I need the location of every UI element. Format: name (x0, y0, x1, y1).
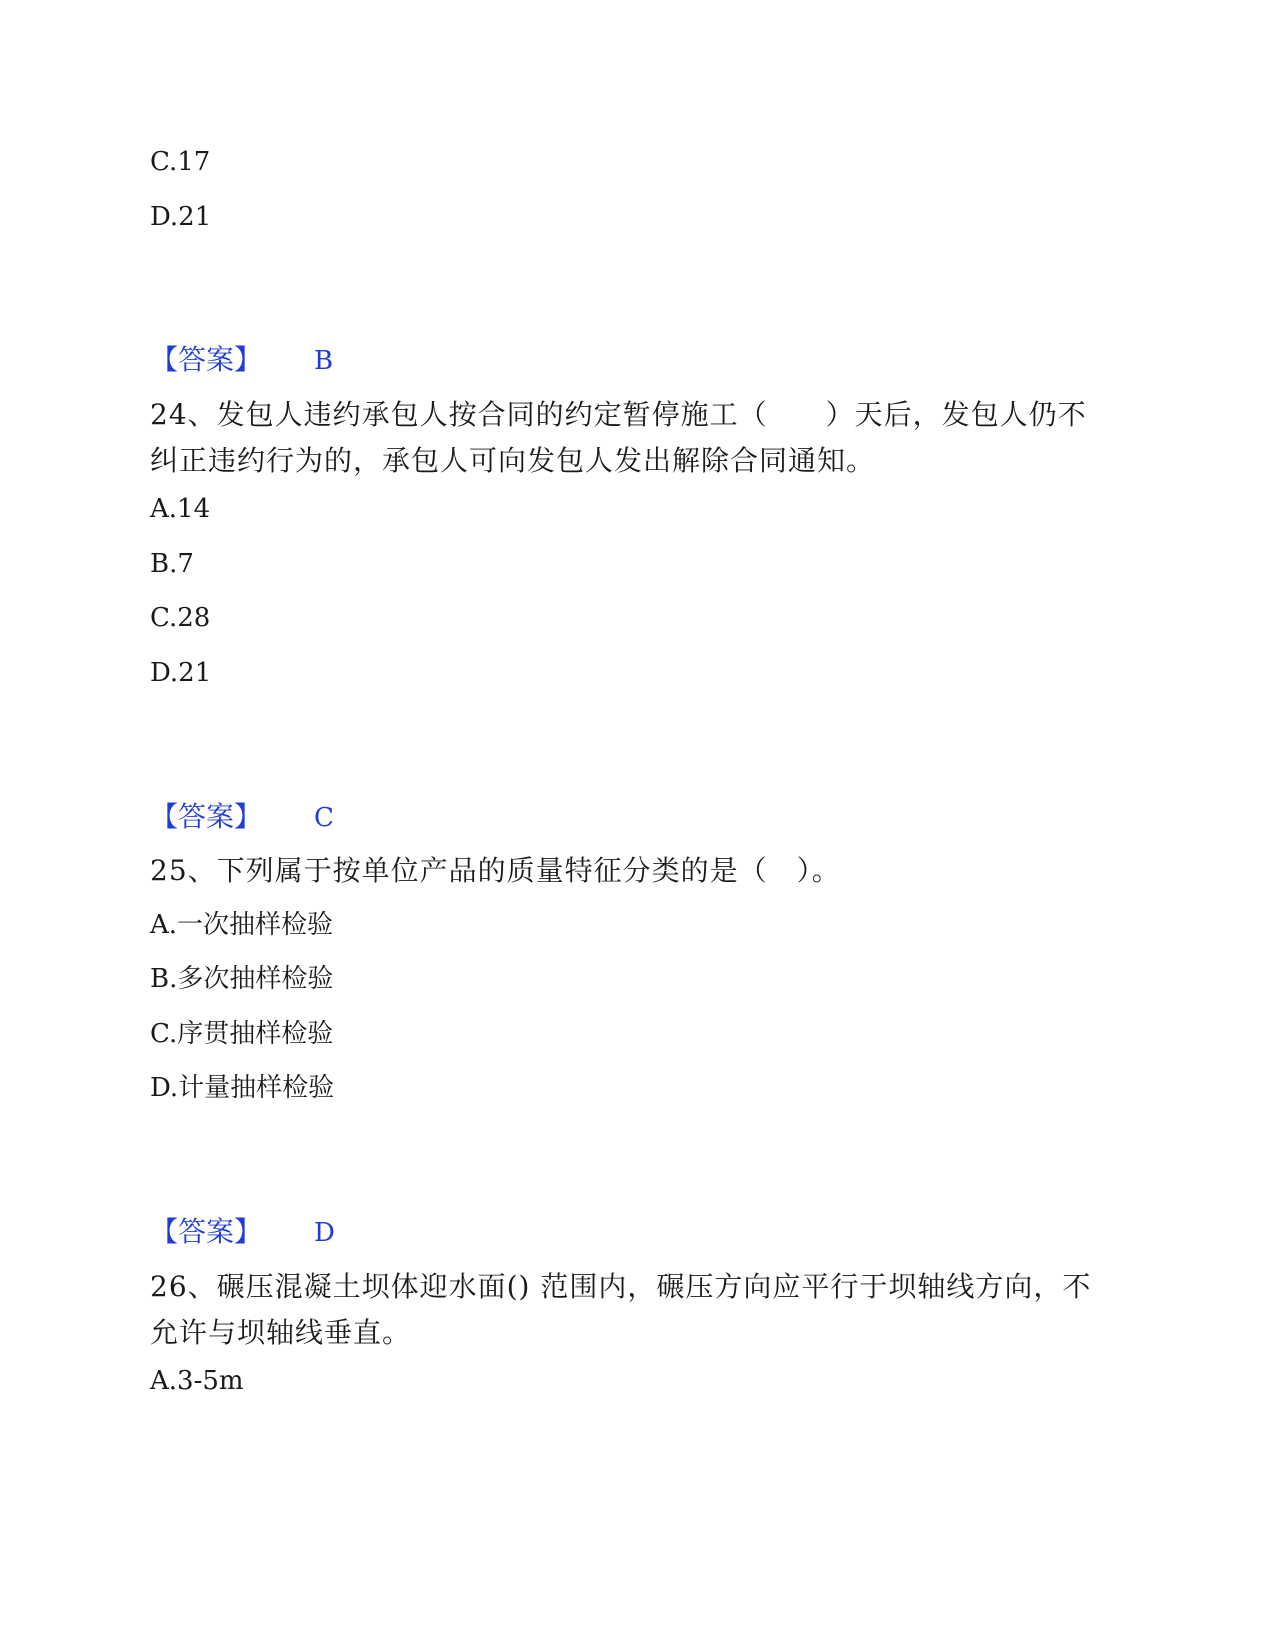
answer-value: D (314, 1218, 335, 1248)
question-24-text: 24、发包人违约承包人按合同的约定暂停施工（ ）天后，发包人仍不纠正违约行为的，承包人可向发包人发出解除合同通知。 (150, 398, 1087, 477)
answer-row (150, 1210, 335, 1255)
option-b: B.多次抽样检验 (150, 964, 334, 994)
option-a: A.14 (150, 494, 211, 524)
option-c: C.28 (150, 603, 211, 633)
answer-value: B (314, 346, 334, 376)
question-25-text: 25、下列属于按单位产品的质量特征分类的是（ ）。 (150, 854, 841, 887)
answer-label: 【答案】 (150, 800, 263, 833)
option-c: C.17 (150, 147, 211, 177)
option-a: A.一次抽样检验 (150, 910, 334, 940)
answer-label: 【答案】 (150, 1215, 263, 1248)
answer-label: 【答案】 (150, 343, 263, 376)
answer-row (150, 795, 334, 840)
option-b: B.7 (150, 549, 194, 579)
option-d: D.计量抽样检验 (150, 1073, 335, 1103)
option-c: C.序贯抽样检验 (150, 1019, 334, 1049)
answer-value: C (314, 803, 334, 833)
option-d: D.21 (150, 202, 212, 232)
answer-row (150, 338, 333, 383)
question-26-text: 26、碾压混凝土坝体迎水面() 范围内，碾压方向应平行于坝轴线方向，不允许与坝轴线垂直。 (150, 1270, 1092, 1349)
option-a: A.3-5m (150, 1366, 244, 1396)
option-d: D.21 (150, 658, 212, 688)
